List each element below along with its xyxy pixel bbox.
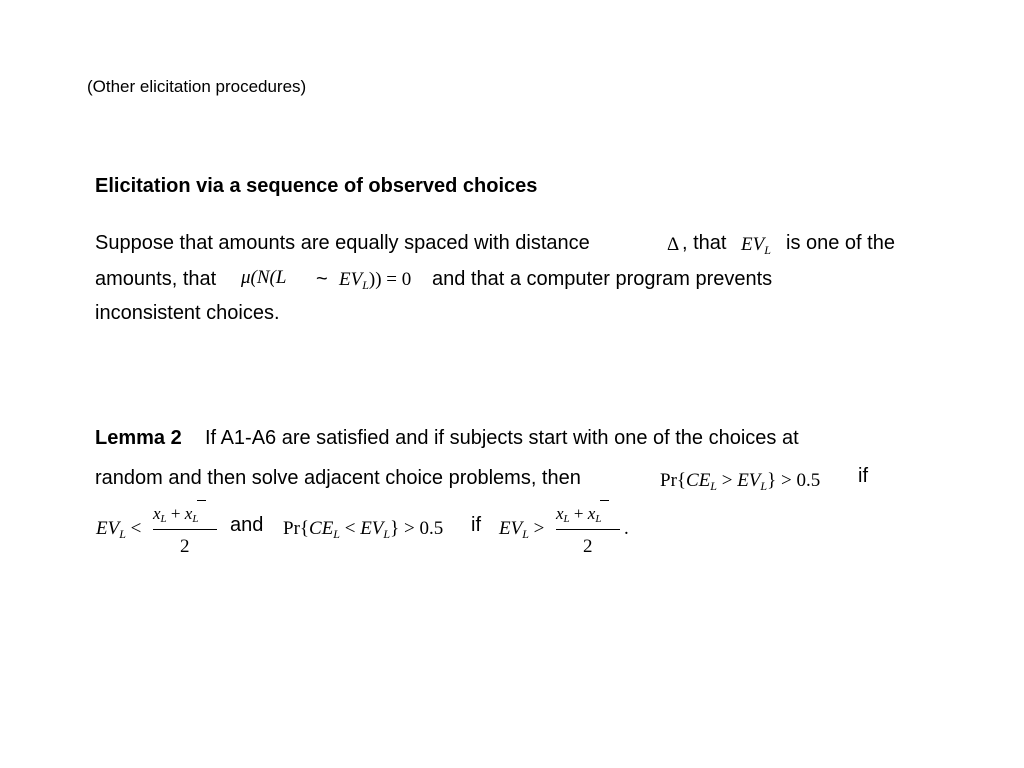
mu-expression: μ(N(L — [241, 267, 287, 288]
x-symbol: x — [184, 504, 193, 523]
subscript-l: L — [333, 527, 340, 541]
fraction-midpoint-1 — [153, 504, 219, 556]
subscript-l: L — [764, 243, 771, 257]
plus-operator: + — [569, 504, 588, 523]
equals-zero: )) = 0 — [368, 269, 412, 290]
text-segment: is one of the — [786, 232, 895, 254]
ev-symbol: EV — [741, 234, 765, 255]
text-segment: , that — [682, 232, 727, 254]
probability-expression-greater — [660, 471, 820, 492]
fraction-numerator — [556, 504, 601, 525]
lemma-text-line-1: If A1-A6 are satisfied and if subjects start with one of the choices at — [205, 427, 799, 449]
text-segment: and that a computer program prevents — [432, 268, 773, 290]
breadcrumb: (Other elicitation procedures) — [87, 77, 307, 96]
subscript-l: L — [119, 527, 126, 541]
ev-symbol: EV — [360, 518, 384, 539]
period: . — [624, 518, 629, 539]
pr-open: Pr{ — [660, 470, 687, 491]
ev-symbol: EV — [737, 470, 761, 491]
mu-ev-expression — [339, 270, 411, 291]
plus-operator: + — [166, 504, 185, 523]
ce-symbol: CE — [686, 470, 711, 491]
overline — [600, 500, 609, 501]
fraction-numerator — [153, 504, 198, 525]
text-segment: Suppose that amounts are equally spaced with distance — [95, 232, 590, 254]
fraction-bar — [153, 529, 217, 530]
condition-1-lhs — [96, 519, 141, 540]
pr-open: Pr{ — [283, 518, 310, 539]
subscript-l: L — [760, 479, 768, 493]
x-symbol: x — [587, 504, 596, 523]
section-title: Elicitation via a sequence of observed choices — [95, 175, 538, 197]
delta-symbol: Δ — [667, 234, 680, 255]
subscript-l: L — [563, 513, 570, 525]
tilde-symbol: ~ — [316, 268, 328, 290]
subscript-l: L — [192, 513, 199, 525]
subscript-l: L — [522, 527, 529, 541]
text-segment: if — [858, 465, 868, 487]
paragraph-1-line-1 — [95, 233, 590, 253]
ev-symbol: EV — [339, 269, 363, 290]
lemma-text-line-2: random and then solve adjacent choice problems, then — [95, 467, 581, 489]
condition-2-lhs — [499, 519, 544, 540]
fraction-bar — [556, 529, 620, 530]
text-segment: inconsistent choices. — [95, 302, 280, 324]
fraction-denominator: 2 — [180, 536, 190, 557]
text-segment: if — [471, 514, 481, 536]
subscript-l: L — [160, 513, 167, 525]
operator: > — [528, 518, 545, 539]
subscript-l: L — [383, 527, 391, 541]
x-symbol: x — [153, 504, 161, 523]
operator: < — [125, 518, 142, 539]
probability-expression-less — [283, 519, 443, 540]
fraction-midpoint-2 — [556, 504, 622, 556]
pr-close: } > 0.5 — [390, 518, 444, 539]
operator: < — [339, 518, 361, 539]
ce-symbol: CE — [309, 518, 334, 539]
subscript-l: L — [362, 278, 369, 292]
subscript-l: L — [710, 479, 717, 493]
ev-symbol: EV — [96, 518, 120, 539]
ev-l-expression — [741, 235, 771, 256]
text-segment: and — [230, 514, 264, 536]
subscript-l: L — [595, 513, 602, 525]
ev-symbol: EV — [499, 518, 523, 539]
text-segment: amounts, that — [95, 268, 217, 290]
overline — [197, 500, 206, 501]
operator: > — [716, 470, 738, 491]
fraction-denominator: 2 — [583, 536, 593, 557]
x-symbol: x — [556, 504, 564, 523]
pr-close: } > 0.5 — [767, 470, 821, 491]
lemma-label: Lemma 2 — [95, 427, 182, 449]
